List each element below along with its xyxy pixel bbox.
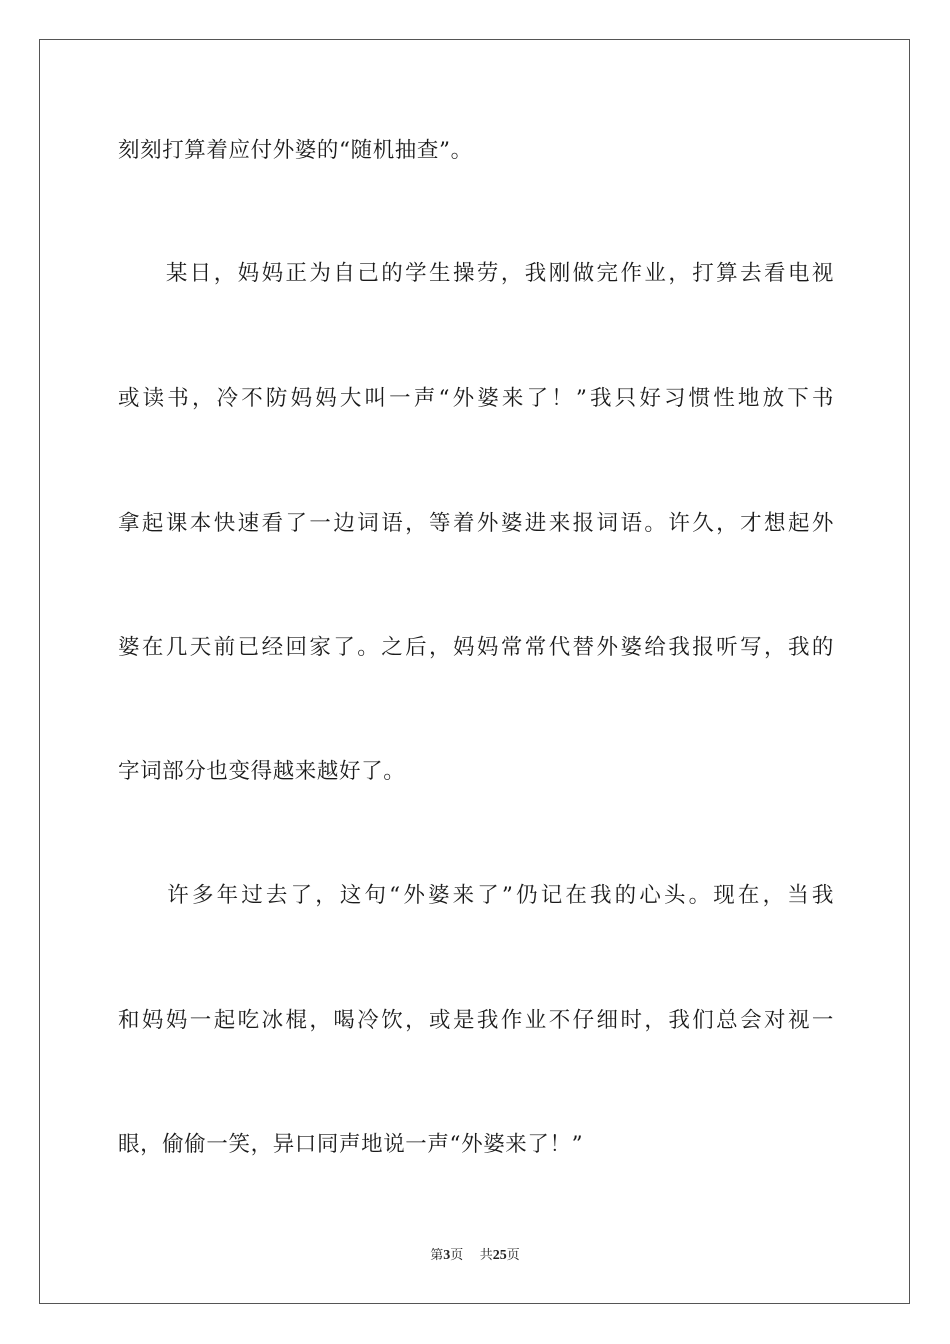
total-prefix: 共 (479, 1248, 493, 1263)
text-line: 拿起课本快速看了一边词语，等着外婆进来报词语。许久，才想起外 (118, 511, 834, 536)
page-suffix: 页 (450, 1248, 464, 1263)
text-line: 某日，妈妈正为自己的学生操劳，我刚做完作业，打算去看电视 (118, 261, 834, 286)
page-prefix: 第 (430, 1248, 444, 1263)
text-line: 婆在几天前已经回家了。之后，妈妈常常代替外婆给我报听写，我的 (118, 635, 834, 660)
text-line: 刻刻打算着应付外婆的“随机抽查”。 (118, 138, 473, 163)
text-line: 和妈妈一起吃冰棍，喝冷饮，或是我作业不仔细时，我们总会对视一 (118, 1008, 834, 1033)
total-suffix: 页 (506, 1248, 520, 1263)
page-border (39, 39, 910, 1304)
text-line: 或读书，冷不防妈妈大叫一声“外婆来了！”我只好习惯性地放下书 (118, 386, 834, 411)
page-number: 3 (443, 1248, 451, 1263)
text-line: 字词部分也变得越来越好了。 (118, 759, 406, 784)
text-line: 许多年过去了，这句“外婆来了”仍记在我的心头。现在，当我 (118, 883, 834, 908)
text-line: 眼，偷偷一笑，异口同声地说一声“外婆来了！” (118, 1132, 584, 1157)
total-pages: 25 (492, 1248, 507, 1263)
page-footer (0, 1247, 950, 1265)
